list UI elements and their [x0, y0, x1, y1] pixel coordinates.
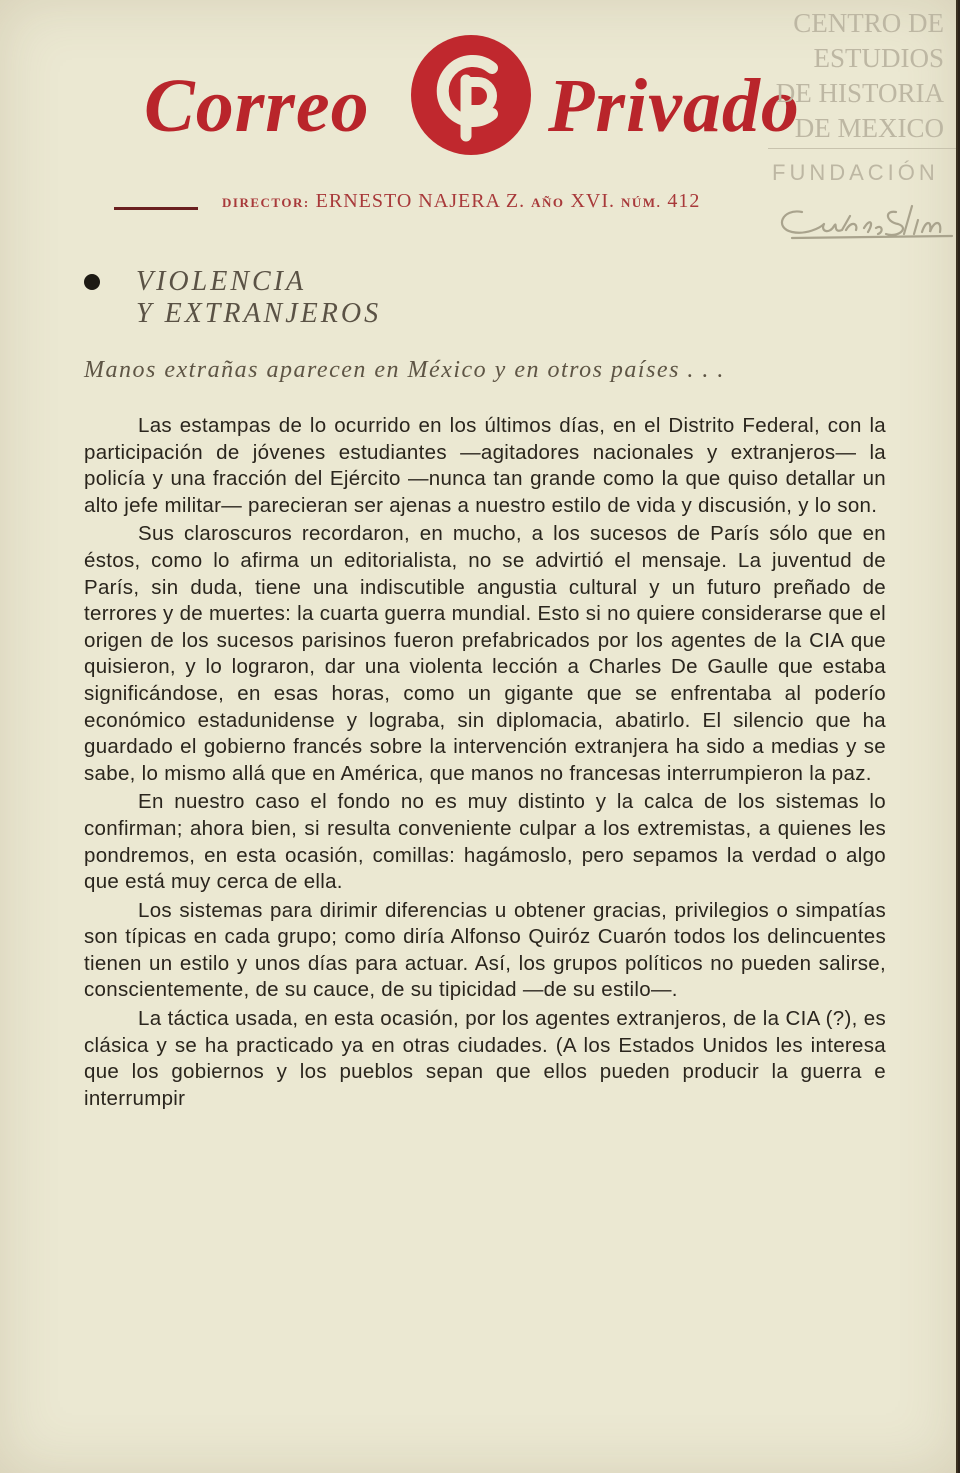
cp-logo-icon — [410, 34, 532, 156]
paragraph: La táctica usada, en esta ocasión, por los agentes extranjeros, de la CIA (?), es clásica y se ha practicado ya en otras ciudades. (A los Estados Unidos les interesa que los gobiernos y los pueblos sepan que ellos pueden producir la guerra e interrumpir — [84, 1007, 886, 1110]
director-name: ERNESTO NAJERA Z. — [315, 190, 526, 212]
section-title — [136, 266, 381, 330]
section-title-line: VIOLENCIA — [136, 266, 307, 297]
watermark-divider — [768, 148, 958, 149]
watermark-line: DE MEXICO — [794, 113, 944, 143]
director-label: DIRECTOR: — [222, 195, 310, 210]
paragraph: Sus claroscuros recordaron, en mucho, a los sucesos de París sólo que en éstos, como lo afirma un editorialista, no se advirtió el mensaje. La juventud de París, sin duda, tiene una indiscutible angustia cultural y un futuro preñado de terrores y de muertes: la cuarta guerra mundial. Esto si no quiere considerarse que el origen de los sucesos parisinos fueron prefabricados por los agentes de la CIA que quisieron, y lo lograron, dar una violenta lección a Charles De Gaulle que estaba significándose, en esas horas, como un gigante que se enfrentaba al poderío económico estadunidense y lograba, sin diplomacia, abatirlo. El silencio que ha guardado el gobierno francés sobre la intervención extranjera ha sido a medias y se sabe, lo mismo allá que en América, que manos no francesas interrumpieron la paz. — [84, 522, 886, 785]
number-value: 412 — [667, 190, 701, 212]
article-body — [84, 413, 886, 1114]
masthead-title-right: Privado — [548, 64, 800, 148]
director-rule — [114, 207, 198, 210]
paragraph: Los sistemas para dirimir diferencias u obtener gracias, privilegios o simpatías son típicas en cada grupo; como diría Alfonso Quiróz Cuarón todos los delincuentes tienen un estilo y unos días para actuar. Así, los grupos políticos no pueden salirse, conscientemente, de su cauce, de su tipicidad —de su estilo—. — [84, 898, 886, 1002]
archive-watermark — [744, 6, 944, 146]
director-line — [222, 190, 700, 213]
watermark-line: CENTRO DE — [793, 8, 944, 38]
page-edge — [956, 0, 958, 1473]
signature-icon — [772, 198, 958, 242]
paragraph: En nuestro caso el fondo no es muy distinto y la calca de los sistemas lo confirman; ahora bien, si resulta conveniente culpar a los extremistas, a quienes les pondremos, en esta ocasión, comillas: hagámoslo, pero sepamos la verdad o algo que está muy cerca de ella. — [84, 790, 886, 894]
watermark-line: ESTUDIOS — [813, 43, 944, 73]
section-title-line: Y EXTRANJEROS — [136, 298, 382, 329]
masthead-title-left: Correo — [144, 64, 370, 148]
section-bullet-icon — [84, 274, 100, 290]
watermark-line: DE HISTORIA — [775, 78, 944, 108]
year-value: XVI. — [570, 190, 616, 212]
year-label: AÑO — [531, 195, 565, 210]
number-label: NÚM. — [621, 195, 662, 210]
section-subtitle: Manos extrañas aparecen en México y en otros países . . . — [84, 357, 725, 383]
watermark-foundation: FUNDACIÓN — [772, 160, 939, 185]
paragraph: Las estampas de lo ocurrido en los últimos días, en el Distrito Federal, con la participación de jóvenes estudiantes —agitadores nacionales y extranjeros— la policía y una fracción del Ejército —nunca tan grande como la que quiso detallar un alto jefe militar— parecieran ser ajenas a nuestro estilo de vida y discusión, y lo son. — [84, 414, 886, 517]
